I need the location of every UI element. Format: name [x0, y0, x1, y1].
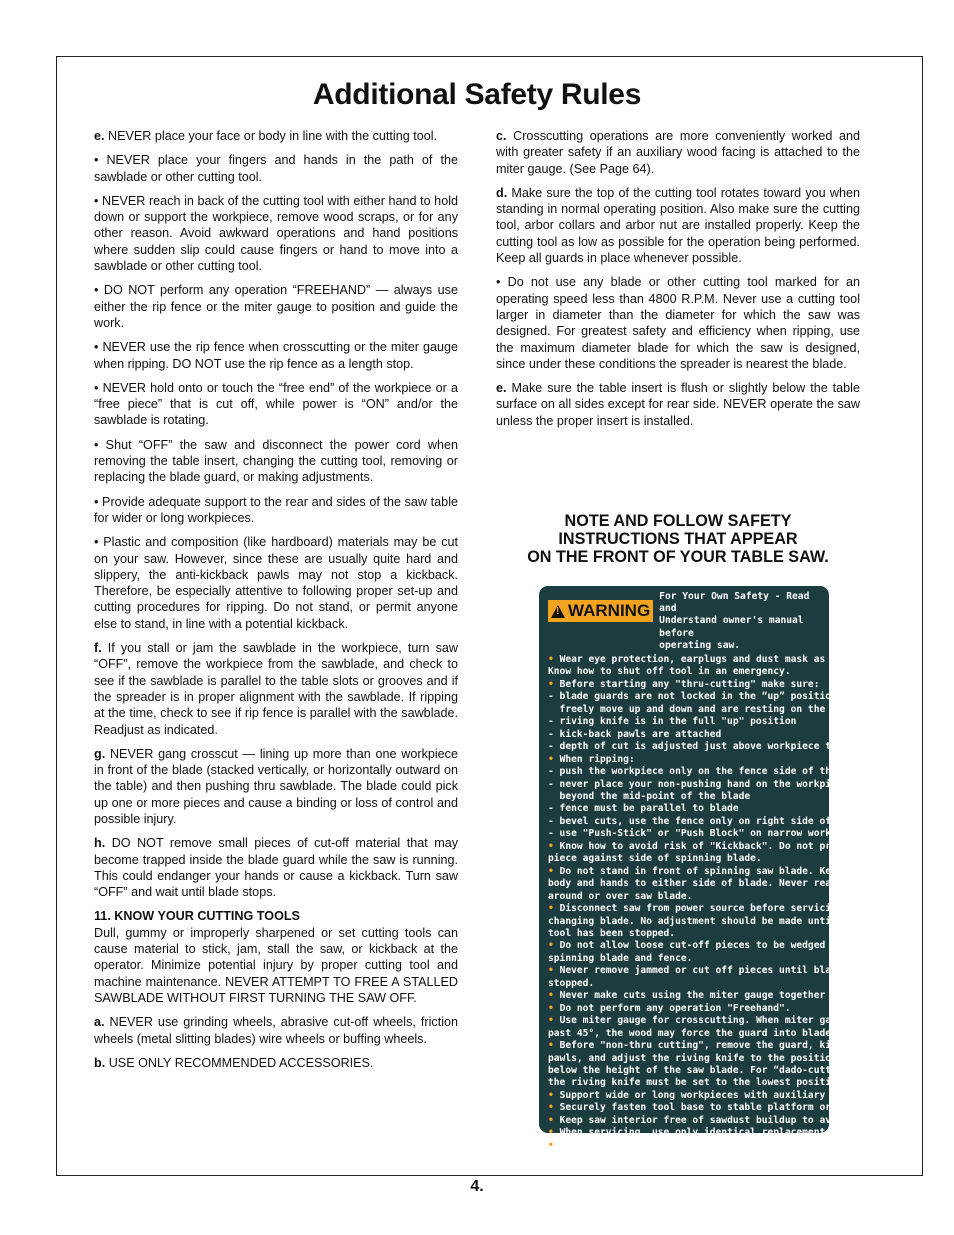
left-paragraphs: [94, 128, 458, 900]
warning-line: [548, 1114, 924, 1127]
warning-line-text: Wear eye protection, earplugs and dust mask as needed.: [559, 654, 872, 666]
section-paragraph: Dull, gummy or improperly sharpened or set cutting tools can cause material to stick, jam, stall the saw, or kickback at the operator. Minimize potential injury by proper cutting tool and machine maintenance. NEVER ATTEMPT TO FREE A STALLED SAWBLADE WITHOUT FIRST TURNING THE SAW OFF.: [94, 925, 458, 1005]
warning-line-text: spinning blade and fence.: [548, 952, 693, 964]
paragraph: [94, 640, 458, 738]
warning-line-text: - fence must be parallel to blade: [548, 803, 739, 815]
paragraph: [94, 128, 458, 144]
warning-line: [548, 1127, 866, 1139]
warning-line: [548, 654, 872, 666]
warning-triangle-icon: !: [551, 605, 565, 618]
left-paragraphs-after-section: [94, 1014, 458, 1071]
warning-line: [548, 716, 820, 728]
paragraph-lead: b.: [94, 1055, 106, 1070]
paragraph-lead: c.: [496, 129, 507, 143]
warning-line-text: - never place your non-pushing hand on the workpiece: [548, 778, 849, 790]
paragraph: [496, 274, 860, 372]
right-paragraphs: [496, 128, 860, 429]
warning-line: [548, 965, 866, 977]
warning-line-text: - kick-back pawls are attached: [548, 728, 722, 740]
warning-line-text: - blade guards are not locked in the “up” position, can: [548, 691, 866, 703]
paragraph: [94, 193, 458, 274]
warning-label-lines: [548, 654, 924, 1152]
intro-line: For Your Own Safety - Read and: [659, 591, 810, 615]
warning-line: [548, 791, 820, 803]
warning-line-text: Before starting any "thru-cutting" make sure:: [559, 678, 820, 690]
paragraph: [496, 380, 860, 429]
warning-line: [548, 840, 884, 853]
note-line: INSTRUCTIONS THAT APPEAR: [558, 530, 798, 548]
paragraph: [496, 185, 860, 266]
paragraph-lead: a.: [94, 1015, 105, 1030]
bullet-icon: •: [548, 1127, 554, 1139]
paragraph-text: NEVER place your face or body in line with the cutting tool.: [104, 129, 438, 143]
warning-line-text: - use "Push-Stick" or "Push Block" on narrow workpieces.: [548, 828, 872, 840]
warning-line: [548, 978, 820, 990]
warning-line-text: Do not expose to rain or use in damp locations.: [559, 1139, 832, 1151]
paragraph-text: • NEVER use the rip fence when crosscutting or the miter gauge when ripping. DO NOT use the rip fence as a length stop.: [94, 340, 458, 371]
warning-line-text: Keep saw interior free of sawdust buildup to avoid fire hazard.: [559, 1114, 924, 1126]
intro-line: Understand owner's manual before: [659, 615, 804, 639]
warning-line: [548, 1015, 889, 1027]
page-title: Additional Safety Rules: [312, 78, 642, 111]
bullet-icon: •: [548, 1040, 554, 1052]
bullet-icon: •: [548, 940, 554, 952]
warning-line-text: - bevel cuts, use the fence only on right side of blade: [548, 815, 866, 827]
warning-badge: [548, 600, 653, 622]
safety-note-heading: [496, 512, 860, 566]
warning-line-text: stopped.: [548, 977, 595, 989]
bullet-icon: •: [548, 1102, 554, 1114]
warning-line: [548, 1077, 849, 1089]
warning-line: [548, 691, 866, 703]
bullet-icon: •: [548, 654, 554, 666]
warning-line-text: Use miter gauge for crosscutting. When miter gauge is set: [559, 1015, 889, 1027]
bullet-icon: •: [548, 1089, 554, 1101]
intro-line: operating saw.: [659, 639, 741, 651]
warning-line: [548, 666, 820, 678]
bullet-icon: •: [548, 990, 554, 1002]
warning-line: [548, 953, 820, 965]
warning-line: [548, 915, 860, 928]
warning-line: [548, 729, 820, 741]
warning-line-text: Do not stand in front of spinning saw blade. Keep your: [559, 865, 872, 877]
left-column: [94, 128, 458, 1079]
bullet-icon: •: [548, 840, 554, 852]
warning-line: [548, 990, 895, 1002]
warning-badge-text: WARNING: [568, 601, 651, 620]
paragraph-text: Make sure the top of the cutting tool rotates toward you when standing in normal operating position. Also make sure the cutting tool, arbor collars and arbor nut are installed properly. Keep the cutting tool as low as possible for the operation being performed. Keep all guards in place whenever possible.: [496, 185, 860, 266]
paragraph-lead: f.: [94, 641, 102, 656]
warning-line-text: Before "non-thru cutting", remove the guard, kick-back: [559, 1040, 872, 1052]
warning-line: [548, 679, 820, 691]
warning-line: [548, 1040, 872, 1052]
bullet-icon: •: [548, 1114, 554, 1126]
warning-line-text: tool has been stopped.: [548, 927, 676, 939]
warning-label: [539, 586, 924, 1151]
warning-line-text: the riving knife must be set to the lowest position.: [548, 1077, 849, 1089]
bullet-icon: •: [548, 753, 554, 765]
warning-line-text: changing blade. No adjustment should be made until the: [548, 915, 860, 927]
warning-line: [548, 1102, 895, 1114]
warning-line: [548, 1064, 860, 1077]
warning-line-text: around or over saw blade.: [548, 890, 693, 902]
warning-line: [548, 1027, 837, 1040]
bullet-icon: •: [548, 1002, 554, 1014]
paragraph-text: If you stall or jam the sawblade in the workpiece, turn saw “OFF”, remove the workpiece from the sawblade, and check to see if the sawblade is parallel to the table slots or grooves and if the spreader is in proper alignment with the sawblade. If ripping at the time, check to see if rip fence is parallel with the sawblade. Readjust as indicated.: [94, 641, 458, 737]
paragraph-lead: g.: [94, 746, 106, 761]
warning-line: [548, 703, 860, 716]
warning-line-text: - riving knife is in the full "up" position: [548, 716, 797, 728]
page-number: 4.: [470, 1178, 484, 1195]
warning-line-text: Securely fasten tool base to stable platform or workbench.: [559, 1102, 895, 1114]
warning-line: [548, 1139, 832, 1152]
warning-line: [548, 891, 820, 903]
paragraph-text: • Provide adequate support to the rear and sides of the saw table for wider or long workpieces.: [94, 494, 458, 525]
paragraph: [94, 494, 458, 527]
warning-line: [548, 865, 872, 878]
warning-line: [548, 1003, 820, 1015]
warning-line-text: Never remove jammed or cut off pieces until blade has: [559, 965, 866, 977]
paragraph-text: • Plastic and composition (like hardboard) materials may be cut on your saw. However, since these are usually quite hard and slippery, the anti-kickback pawls may not stop a kickback. Therefore, be especially attentive to following proper set-up and cutting procedures for ripping. Do not stand, or permit anyone else to stand, in line with a potential kickback.: [94, 535, 458, 631]
paragraph: [94, 1014, 458, 1047]
paragraph: [94, 380, 458, 429]
paragraph-text: • Do not use any blade or other cutting tool marked for an operating speed less than 4800 R.P.M. Never use a cutting tool larger in diameter than the diameter for which the saw was designed. For greatest safety and efficiency when ripping, use the maximum diameter blade for which the saw is designed, since under these conditions the spreader is nearest the blade.: [496, 275, 860, 371]
warning-line-text: Support wide or long workpieces with auxiliary stands.: [559, 1089, 872, 1101]
warning-line: [548, 1052, 866, 1065]
bullet-icon: •: [548, 865, 554, 877]
bullet-icon: •: [548, 1139, 554, 1151]
paragraph-text: Make sure the table insert is flush or slightly below the table surface on all sides except for rear side. NEVER operate the saw unless the proper insert is installed.: [496, 381, 860, 428]
note-line: NOTE AND FOLLOW SAFETY: [564, 512, 792, 530]
paragraph-text: • NEVER hold onto or touch the “free end” of the workpiece or a “free piece” that is cut off, while power is “ON” and/or the sawblade is rotating.: [94, 380, 458, 428]
warning-line-text: freely move up and down and are resting on the table: [548, 703, 860, 715]
warning-line-text: Never make cuts using the miter gauge together with fence.: [559, 990, 895, 1002]
paragraph-text: NEVER gang crosscut — lining up more than one workpiece in front of the blade (stacked vertically, or horizontally outward on the table) and then pushing thru sawblade. The blade could pick up one or more pieces and cause a binding or loss of control and possible injury.: [94, 746, 458, 826]
warning-line-text: body and hands to either side of blade. Never reach: [548, 878, 843, 890]
warning-line-text: Do not allow loose cut-off pieces to be wedged between: [559, 940, 872, 952]
warning-line: [548, 741, 884, 753]
paragraph: [94, 152, 458, 185]
paragraph: [94, 835, 458, 900]
warning-line: [548, 754, 820, 766]
warning-line: [548, 853, 820, 865]
paragraph-lead: d.: [496, 185, 508, 200]
warning-line: [548, 903, 860, 915]
paragraph-text: NEVER use grinding wheels, abrasive cut-off wheels, friction wheels (metal slitting blades) wire wheels or buffing wheels.: [94, 1015, 458, 1046]
paragraph: [94, 339, 458, 372]
paragraph-text: USE ONLY RECOMMENDED ACCESSORIES.: [105, 1055, 374, 1070]
bullet-icon: •: [548, 965, 554, 977]
paragraph-lead: e.: [94, 129, 105, 143]
paragraph: [94, 437, 458, 486]
warning-line: [548, 878, 843, 890]
warning-line-text: - push the workpiece only on the fence side of the blade: [548, 766, 872, 778]
warning-line: [548, 803, 820, 815]
paragraph-text: Crosscutting operations are more conveniently worked and with greater safety if an auxiliary wood facing is attached to the miter gauge. (See Page 64).: [496, 129, 860, 176]
paragraph-text: • NEVER reach in back of the cutting tool with either hand to hold down or support the workpiece, remove wood scraps, or for any other reason. Avoid awkward operations and hand positions where sudden slip could cause fingers or hand to move into a sawblade or other cutting tool.: [94, 193, 458, 274]
paragraph-text: DO NOT remove small pieces of cut-off material that may become trapped inside the blade guard while the saw is running. This could endanger your hands or cause a kickback. Turn saw “OFF” and wait until blade stops.: [94, 836, 458, 900]
paragraph-text: • DO NOT perform any operation “FREEHAND” — always use either the rip fence or the miter gauge to position and guide the work.: [94, 283, 458, 330]
warning-line-text: When servicing, use only identical replacement parts.: [559, 1127, 866, 1139]
note-line: ON THE FRONT OF YOUR TABLE SAW.: [527, 548, 829, 566]
warning-line-text: - depth of cut is adjusted just above workpiece thickness.: [548, 741, 884, 753]
warning-line: [548, 928, 820, 940]
paragraph-text: • Shut “OFF” the saw and disconnect the power cord when removing the table insert, changing the cutting tool, removing or replacing the blade guard, or making adjustments.: [94, 437, 458, 485]
warning-line-text: When ripping:: [559, 753, 635, 765]
paragraph: [94, 282, 458, 331]
paragraph: [94, 746, 458, 827]
paragraph-text: • NEVER place your fingers and hands in the path of the sawblade or other cutting tool.: [94, 153, 458, 184]
warning-line-text: past 45°, the wood may force the guard into blade.: [548, 1027, 837, 1039]
warning-line: [548, 828, 872, 840]
paragraph: [94, 534, 458, 632]
warning-line-text: piece against side of spinning blade.: [548, 853, 762, 865]
paragraph-lead: e.: [496, 381, 507, 396]
warning-line-text: pawls, and adjust the riving knife to the position just: [548, 1052, 866, 1064]
section-heading: 11. KNOW YOUR CUTTING TOOLS: [94, 909, 300, 924]
warning-line-text: Do not perform any operation "Freehand".: [559, 1002, 791, 1014]
bullet-icon: •: [548, 903, 554, 915]
warning-label-header: [548, 591, 820, 652]
warning-line-text: Know how to avoid risk of "Kickback". Do not press work-: [559, 840, 884, 852]
warning-line: [548, 778, 849, 791]
paragraph: [94, 1055, 458, 1071]
bullet-icon: •: [548, 1015, 554, 1027]
warning-line-text: beyond the mid-point of the blade: [548, 791, 751, 802]
warning-line: [548, 940, 872, 952]
warning-line: [548, 815, 866, 828]
warning-label-intro: [659, 591, 820, 652]
warning-line-text: below the height of the saw blade. For “dado-cutting”,: [548, 1064, 860, 1076]
warning-line-text: Disconnect saw from power source before servicing or: [559, 903, 860, 915]
paragraph: [496, 128, 860, 177]
warning-line: [548, 1089, 872, 1102]
bullet-icon: •: [548, 678, 554, 690]
right-column: [496, 128, 860, 437]
warning-line-text: Know how to shut off tool in an emergency.: [548, 666, 791, 678]
warning-line: [548, 766, 872, 778]
paragraph-lead: h.: [94, 836, 106, 851]
